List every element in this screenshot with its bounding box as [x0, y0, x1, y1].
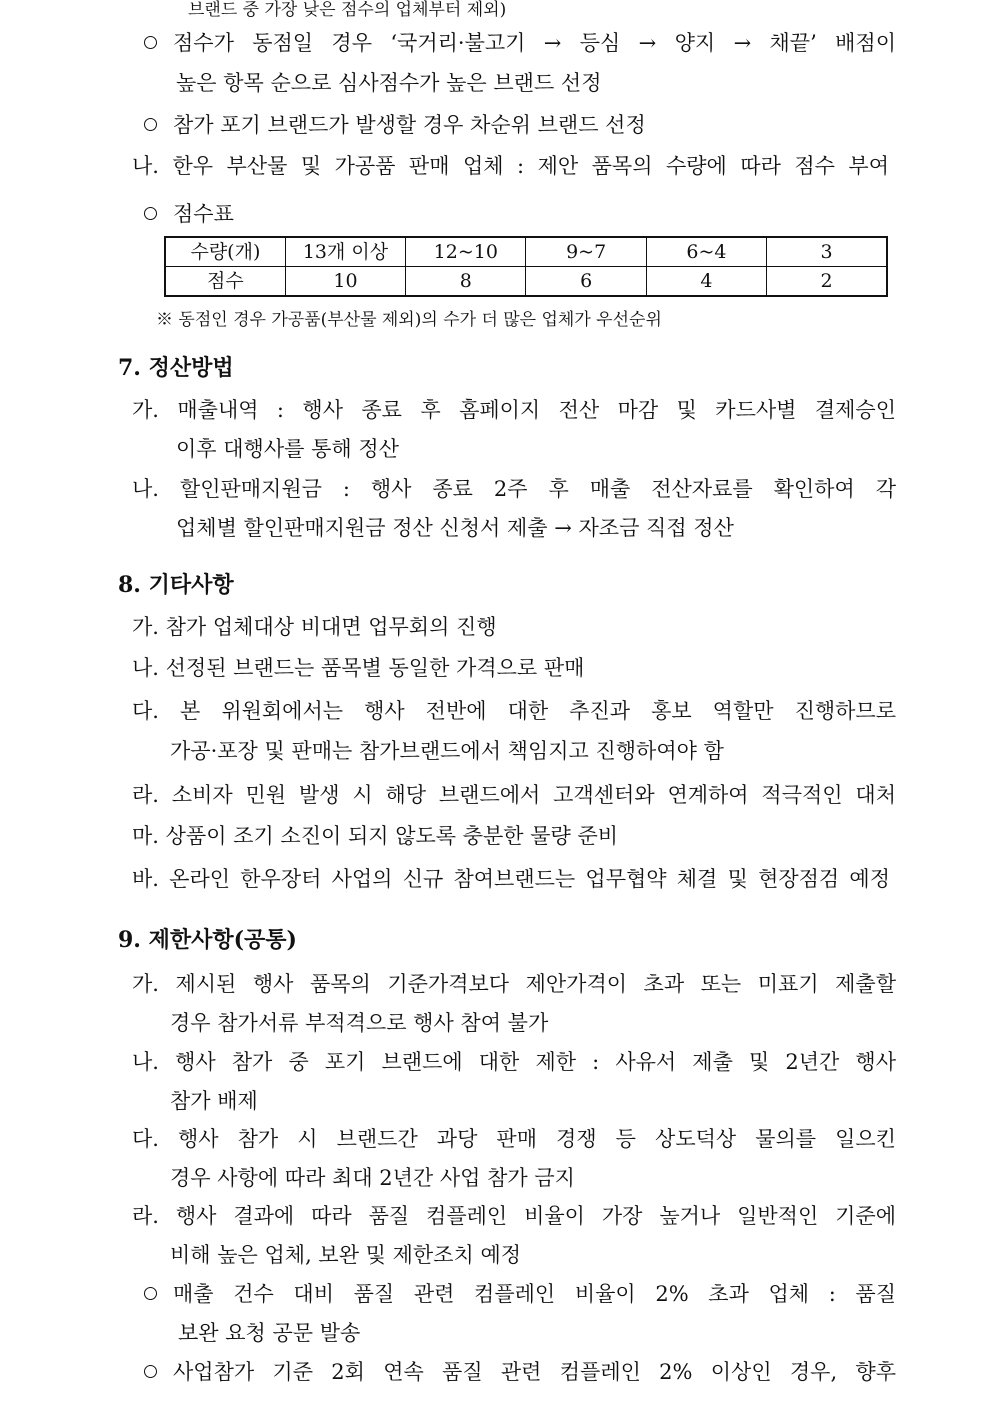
- score-table-cell: 6~4: [646, 237, 766, 267]
- section-9-bullet2-line1: 사업참가 기준 2회 연속 품질 관련 컴플레인 2% 이상인 경우, 향후: [144, 1357, 896, 1387]
- score-table-cell: 8: [406, 267, 526, 297]
- circle-bullet-icon: [144, 118, 157, 131]
- score-table-cell: 4: [646, 267, 766, 297]
- section-9-ga-line1: 가. 제시된 행사 품목의 기준가격보다 제안가격이 초과 또는 미표기 제출할: [132, 972, 896, 996]
- score-table: [164, 236, 888, 297]
- tie-rule-line2: 높은 항목 순으로 심사점수가 높은 브랜드 선정: [176, 71, 602, 95]
- section-9-ra-line1: 라. 행사 결과에 따라 품질 컴플레인 비율이 가장 높거나 일반적인 기준에: [132, 1204, 896, 1228]
- section-7-ga-line1: 가. 매출내역 : 행사 종료 후 홈페이지 전산 마감 및 카드사별 결제승인: [132, 398, 896, 422]
- intro-continuation: 브랜드 중 가장 낮은 점수의 업체부터 제외): [188, 0, 507, 20]
- section-9-bullet1-line1: 매출 건수 대비 품질 관련 컴플레인 비율이 2% 초과 업체 : 품질: [144, 1279, 896, 1309]
- score-table-cell: 13개 이상: [285, 237, 405, 267]
- section-8-da-line1: 다. 본 위원회에서는 행사 전반에 대한 추진과 홍보 역할만 진행하므로: [132, 699, 896, 723]
- score-table-cell: 12~10: [406, 237, 526, 267]
- section-9-bullet1-line2: 보완 요청 공문 발송: [178, 1321, 361, 1345]
- score-table-value-row: [165, 267, 887, 297]
- circle-bullet-icon: [144, 36, 157, 49]
- circle-bullet-icon: [144, 1365, 157, 1378]
- section-8-ma: 마. 상품이 조기 소진이 되지 않도록 충분한 물량 준비: [132, 824, 619, 848]
- circle-bullet-icon: [144, 1287, 157, 1300]
- score-table-header-row: [165, 237, 887, 267]
- tie-rule-line1: 점수가 동점일 경우 ‘국거리·불고기 → 등심 → 양지 → 채끝’ 배점이: [144, 28, 896, 58]
- score-note: ※ 동점인 경우 가공품(부산물 제외)의 수가 더 많은 업체가 우선순위: [156, 310, 662, 330]
- score-table-cell: 점수: [165, 267, 285, 297]
- section-7-na-line2: 업체별 할인판매지원금 정산 신청서 제출 → 자조금 직접 정산: [176, 516, 734, 540]
- withdraw-rule: 참가 포기 브랜드가 발생할 경우 차순위 브랜드 선정: [144, 110, 646, 140]
- section-8-da-line2: 가공·포장 및 판매는 참가브랜드에서 책임지고 진행하여야 함: [170, 739, 724, 763]
- section-9-da-line2: 경우 사항에 따라 최대 2년간 사업 참가 금지: [170, 1166, 575, 1190]
- section-9-na-line1: 나. 행사 참가 중 포기 브랜드에 대한 제한 : 사유서 제출 및 2년간 행사: [132, 1050, 896, 1074]
- section-8-ba: 바. 온라인 한우장터 사업의 신규 참여브랜드는 업무협약 체결 및 현장점검 예정: [132, 867, 890, 891]
- score-table-cell: 6: [526, 267, 646, 297]
- score-table-cell: 2: [767, 267, 887, 297]
- score-table-label: 점수표: [144, 199, 234, 229]
- section-8-na: 나. 선정된 브랜드는 품목별 동일한 가격으로 판매: [132, 656, 585, 680]
- score-table-cell: 3: [767, 237, 887, 267]
- section-8-title: 8. 기타사항: [118, 572, 234, 598]
- section-9-ga-line2: 경우 참가서류 부적격으로 행사 참여 불가: [170, 1011, 549, 1035]
- section-9-da-line1: 다. 행사 참가 시 브랜드간 과당 판매 경쟁 등 상도덕상 물의를 일으킨: [132, 1127, 896, 1151]
- section-9-na-line2: 참가 배제: [170, 1089, 258, 1113]
- section-7-ga-line2: 이후 대행사를 통해 정산: [176, 437, 399, 461]
- section-8-ra: 라. 소비자 민원 발생 시 해당 브랜드에서 고객센터와 연계하여 적극적인 대처: [132, 783, 896, 807]
- section-7-na-line1: 나. 할인판매지원금 : 행사 종료 2주 후 매출 전산자료를 확인하여 각: [132, 477, 896, 501]
- section-8-ga: 가. 참가 업체대상 비대면 업무회의 진행: [132, 615, 497, 639]
- section-9-title: 9. 제한사항(공통): [118, 927, 297, 953]
- score-table-cell: 9~7: [526, 237, 646, 267]
- section-7-title: 7. 정산방법: [118, 355, 234, 381]
- byproduct-item: 나. 한우 부산물 및 가공품 판매 업체 : 제안 품목의 수량에 따라 점수 부여: [132, 154, 889, 178]
- score-table-cell: 수량(개): [165, 237, 285, 267]
- section-9-ra-line2: 비해 높은 업체, 보완 및 제한조치 예정: [170, 1243, 522, 1267]
- circle-bullet-icon: [144, 207, 157, 220]
- score-table-cell: 10: [285, 267, 405, 297]
